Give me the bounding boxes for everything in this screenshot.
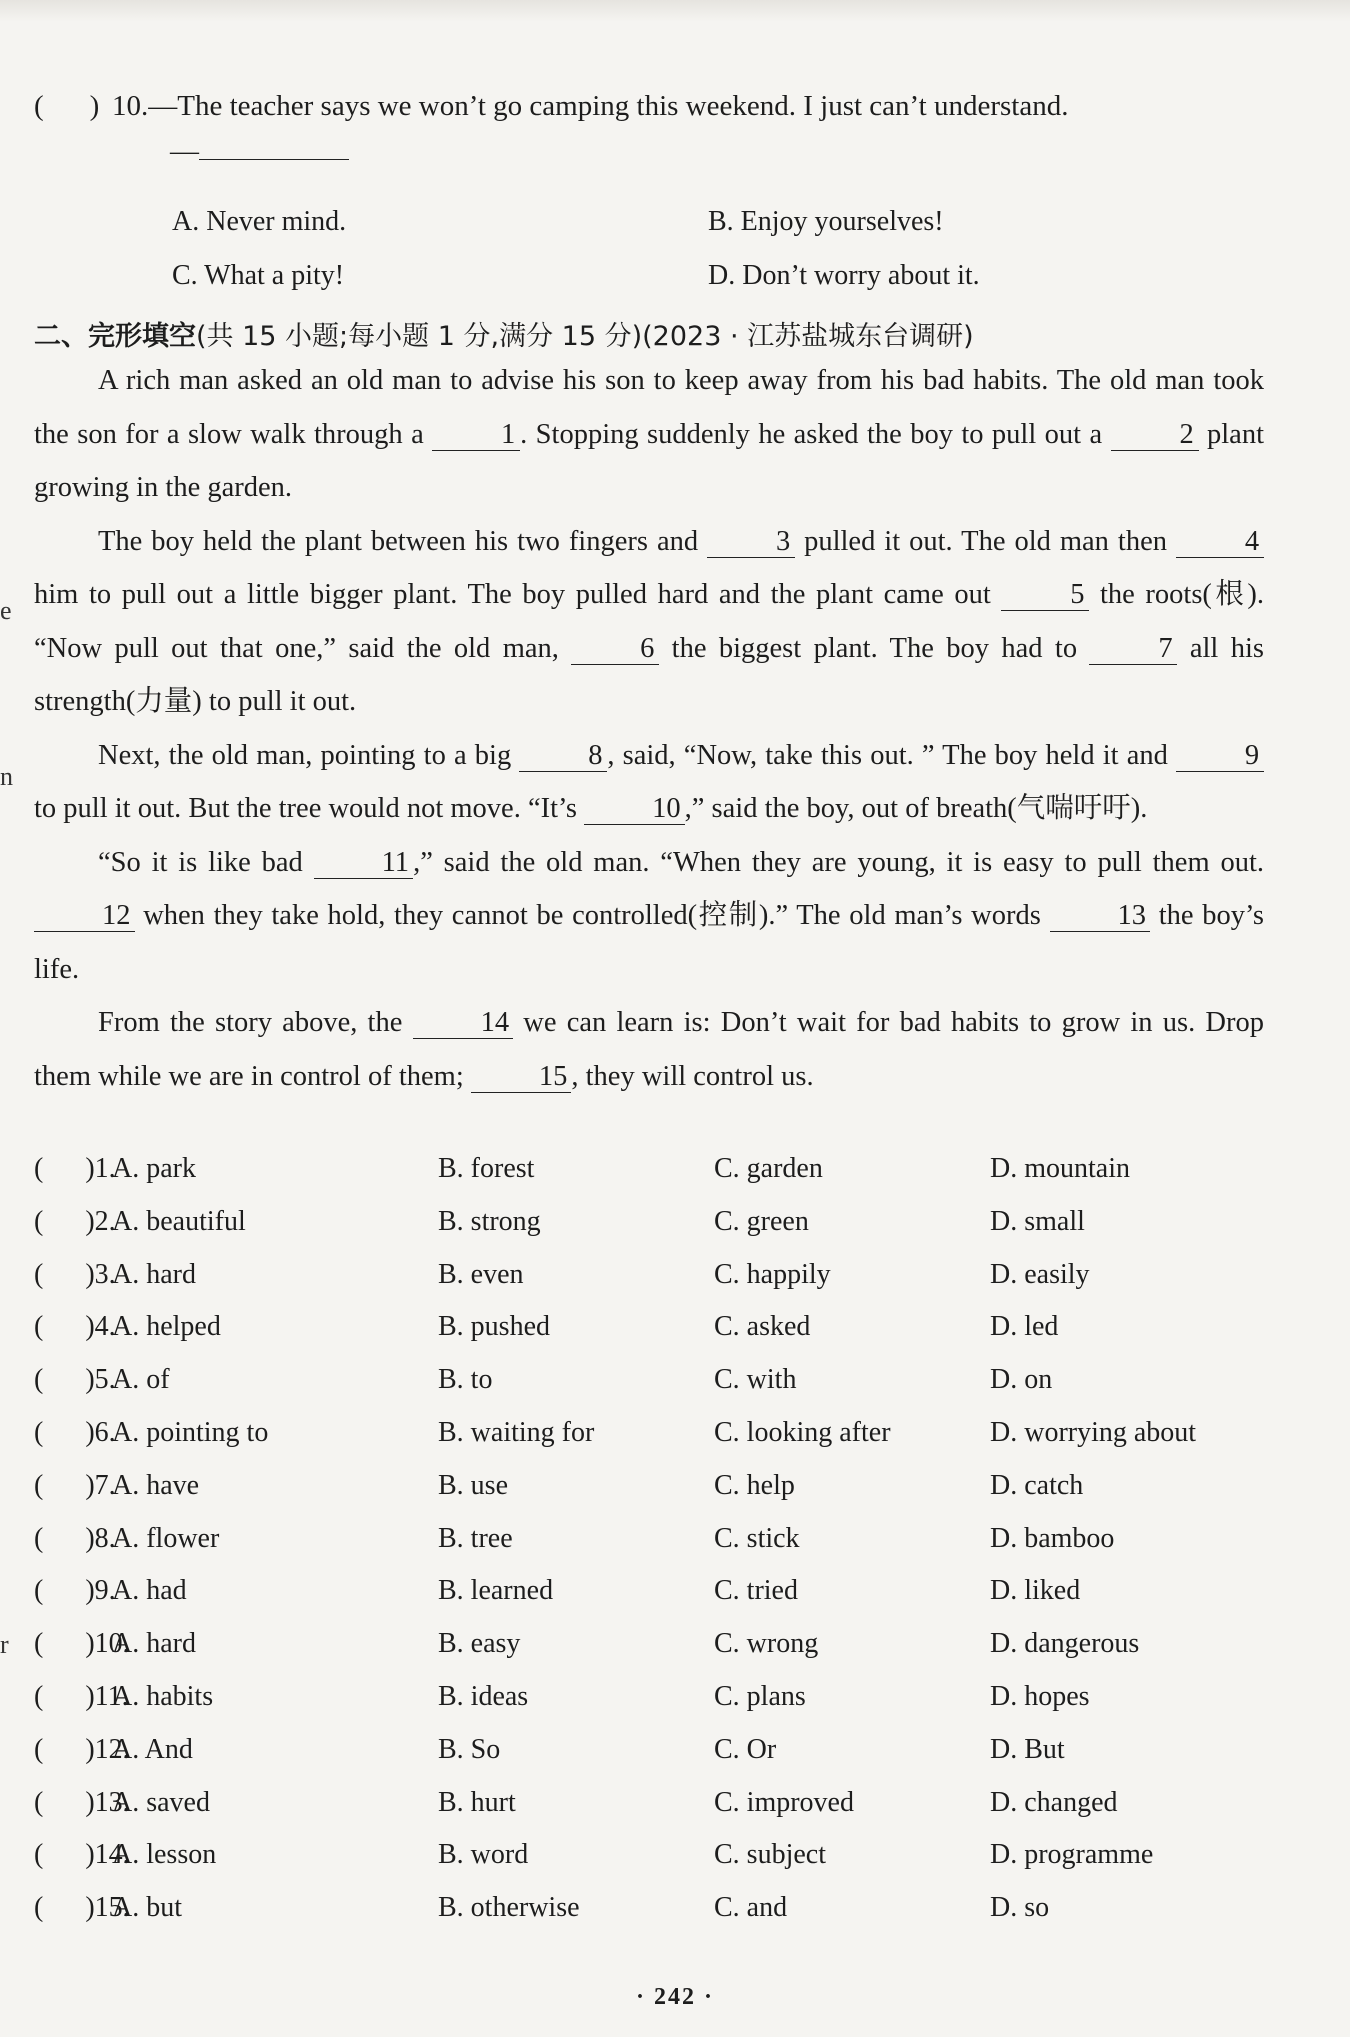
cloze-blank: 1	[432, 420, 520, 451]
option-c: C. improved	[714, 1786, 854, 1818]
option-a: A. had	[112, 1575, 187, 1607]
cloze-blank: 13	[1050, 901, 1151, 932]
passage-text: all his strength(力量) to pull it out.	[34, 632, 1264, 717]
question-number: ( )15.	[34, 1892, 130, 1924]
passage-text: plant growing in the garden.	[34, 418, 1264, 503]
option-b: B. otherwise	[438, 1892, 580, 1924]
passage-text: the boy’s life.	[34, 900, 1265, 985]
passage-text: The boy held the plant between his two fingers and	[98, 525, 708, 557]
option-d: D. so	[990, 1892, 1050, 1924]
passage-text: , they will control us.	[571, 1060, 814, 1092]
response-dash: —	[170, 135, 199, 167]
option-b: B. waiting for	[438, 1416, 595, 1448]
option-d: D. But	[990, 1733, 1065, 1765]
option-c: C. tried	[714, 1575, 798, 1607]
option-d: D. hopes	[990, 1680, 1090, 1712]
section-heading	[34, 314, 974, 353]
option-a: A. Never mind.	[172, 206, 347, 237]
question-number: ( )14.	[34, 1839, 130, 1871]
option-c: C. asked	[714, 1311, 811, 1343]
option-c: C. happily	[714, 1258, 831, 1290]
passage-paragraph	[34, 515, 1264, 729]
page-top-edge	[0, 0, 1350, 22]
option-c: C. help	[714, 1469, 795, 1501]
cloze-blank: 9	[1176, 741, 1264, 772]
question-10	[34, 90, 1274, 168]
option-b: B. learned	[438, 1575, 554, 1607]
option-d: D. liked	[990, 1575, 1081, 1607]
option-a: A. hard	[112, 1628, 196, 1660]
option-d: D. small	[990, 1205, 1085, 1237]
cloze-blank: 10	[584, 794, 685, 825]
passage-text: “So it is like bad	[98, 846, 314, 878]
cloze-blank: 14	[413, 1008, 514, 1039]
cloze-blank: 6	[571, 634, 659, 665]
passage-text: him to pull out a little bigger plant. The boy pulled hard and the plant came out	[34, 579, 1002, 610]
section-detail: (共 15 小题;每小题 1 分,满分 15 分)(2023 · 江苏盐城东台调研)	[196, 321, 974, 352]
passage-text: to pull it out. But the tree would not move. “It’s	[34, 793, 585, 824]
option-b: B. to	[438, 1364, 493, 1396]
option-c: C. plans	[714, 1680, 806, 1712]
cloze-blank: 3	[707, 527, 795, 558]
section-title: 二、完形填空	[34, 321, 196, 352]
option-b: B. So	[438, 1733, 501, 1765]
option-d: D. mountain	[990, 1153, 1130, 1184]
option-c: C. and	[714, 1892, 788, 1924]
option-a: A. park	[112, 1153, 196, 1184]
question-number: ( )10.	[34, 1628, 130, 1660]
option-c: C. Or	[714, 1733, 777, 1765]
cloze-blank: 11	[314, 848, 413, 879]
option-a: A. of	[112, 1364, 170, 1396]
option-a: A. And	[112, 1733, 193, 1765]
option-a: A. flower	[112, 1522, 220, 1554]
option-a: A. but	[112, 1892, 182, 1924]
passage-text: the biggest plant. The boy had to	[659, 632, 1090, 664]
option-c: C. What a pity!	[172, 260, 345, 291]
passage-paragraph	[34, 836, 1264, 997]
question-number: ( )5.	[34, 1364, 116, 1396]
passage-text: ,” said the old man. “When they are young, it is easy to pull them out.	[413, 846, 1264, 878]
question-number: ( )13.	[34, 1786, 130, 1818]
passage-text: we can learn is: Don’t wait for bad habits to grow in us. Drop them while we are in control of them;	[34, 1007, 1264, 1092]
question-number: ( )4.	[34, 1311, 116, 1343]
option-d: D. easily	[990, 1258, 1090, 1290]
option-d: D. led	[990, 1311, 1059, 1343]
option-b: B. Enjoy yourselves!	[708, 206, 944, 237]
option-a: A. pointing to	[112, 1416, 269, 1448]
option-c: C. with	[714, 1364, 797, 1396]
question-number: ( )6.	[34, 1416, 116, 1448]
question-number: 10.	[112, 90, 149, 122]
option-a: A. have	[112, 1469, 200, 1501]
option-c: C. green	[714, 1205, 809, 1237]
margin-letter: r	[0, 1630, 9, 1659]
passage-text: , said, “Now, take this out. ” The boy held it and	[607, 739, 1176, 771]
option-a: A. habits	[112, 1680, 214, 1712]
option-b: B. strong	[438, 1205, 541, 1237]
cloze-passage	[34, 354, 1264, 1103]
question-number: ( )8.	[34, 1522, 116, 1554]
option-b: B. pushed	[438, 1311, 550, 1343]
cloze-blank: 15	[471, 1062, 572, 1093]
answer-paren-close: )	[89, 90, 100, 122]
margin-letter: e	[0, 596, 12, 625]
option-d: D. dangerous	[990, 1628, 1140, 1660]
question-number: ( )12.	[34, 1733, 130, 1765]
cloze-blank: 2	[1111, 420, 1199, 451]
cloze-blank: 4	[1176, 527, 1264, 558]
option-c: C. looking after	[714, 1416, 891, 1448]
passage-text: the roots(根). “Now pull out that one,” said the old man,	[34, 579, 1264, 664]
option-d: D. worrying about	[990, 1416, 1197, 1448]
question-number: ( )2.	[34, 1205, 116, 1237]
question-number: ( )3.	[34, 1258, 116, 1290]
option-b: B. word	[438, 1839, 529, 1871]
option-b: B. easy	[438, 1628, 521, 1660]
passage-paragraph	[34, 729, 1264, 836]
cloze-blank: 12	[34, 901, 135, 932]
question-number: ( )9.	[34, 1575, 116, 1607]
passage-text: when they take hold, they cannot be controlled(控制).” The old man’s words	[134, 900, 1050, 931]
option-d: D. bamboo	[990, 1522, 1115, 1554]
option-b: B. tree	[438, 1522, 513, 1554]
question-stem: —The teacher says we won’t go camping this weekend. I just can’t understand.	[148, 90, 1069, 122]
option-a: A. saved	[112, 1786, 210, 1818]
passage-paragraph	[34, 354, 1264, 515]
option-b: B. forest	[438, 1153, 535, 1184]
option-c: C. wrong	[714, 1628, 819, 1660]
question-number: ( )1.	[34, 1153, 116, 1184]
passage-text: ,” said the boy, out of breath(气喘吁吁).	[684, 793, 1148, 824]
passage-text: . Stopping suddenly he asked the boy to pull out a	[520, 418, 1111, 450]
option-a: A. lesson	[112, 1839, 217, 1871]
option-b: B. even	[438, 1258, 524, 1290]
option-c: C. garden	[714, 1153, 823, 1184]
option-b: B. use	[438, 1469, 508, 1501]
option-d: D. Don’t worry about it.	[708, 260, 980, 291]
passage-text: Next, the old man, pointing to a big	[98, 739, 520, 771]
margin-letter: n	[0, 762, 13, 791]
option-d: D. programme	[990, 1839, 1154, 1871]
cloze-blank: 7	[1089, 634, 1177, 665]
answer-paren-open: (	[34, 90, 44, 122]
option-a: A. hard	[112, 1258, 196, 1290]
passage-paragraph	[34, 996, 1264, 1103]
option-c: C. subject	[714, 1839, 826, 1871]
passage-text: A rich man asked an old man to advise his son to keep away from his bad habits. The old man took the son for a slow walk through a	[34, 365, 1264, 450]
option-c: C. stick	[714, 1522, 800, 1554]
question-number: ( )7.	[34, 1469, 116, 1501]
passage-text: pulled it out. The old man then	[795, 525, 1176, 557]
question-number: ( )11.	[34, 1680, 129, 1712]
cloze-blank: 8	[519, 741, 607, 772]
option-d: D. changed	[990, 1786, 1118, 1818]
option-b: B. hurt	[438, 1786, 516, 1818]
option-d: D. on	[990, 1364, 1053, 1396]
passage-text: From the story above, the	[98, 1007, 413, 1038]
page-number: · 242 ·	[635, 1984, 714, 2010]
option-a: A. helped	[112, 1311, 221, 1343]
option-d: D. catch	[990, 1469, 1084, 1501]
option-b: B. ideas	[438, 1680, 529, 1712]
cloze-blank: 5	[1001, 580, 1089, 611]
option-a: A. beautiful	[112, 1205, 246, 1237]
response-blank	[199, 135, 349, 160]
